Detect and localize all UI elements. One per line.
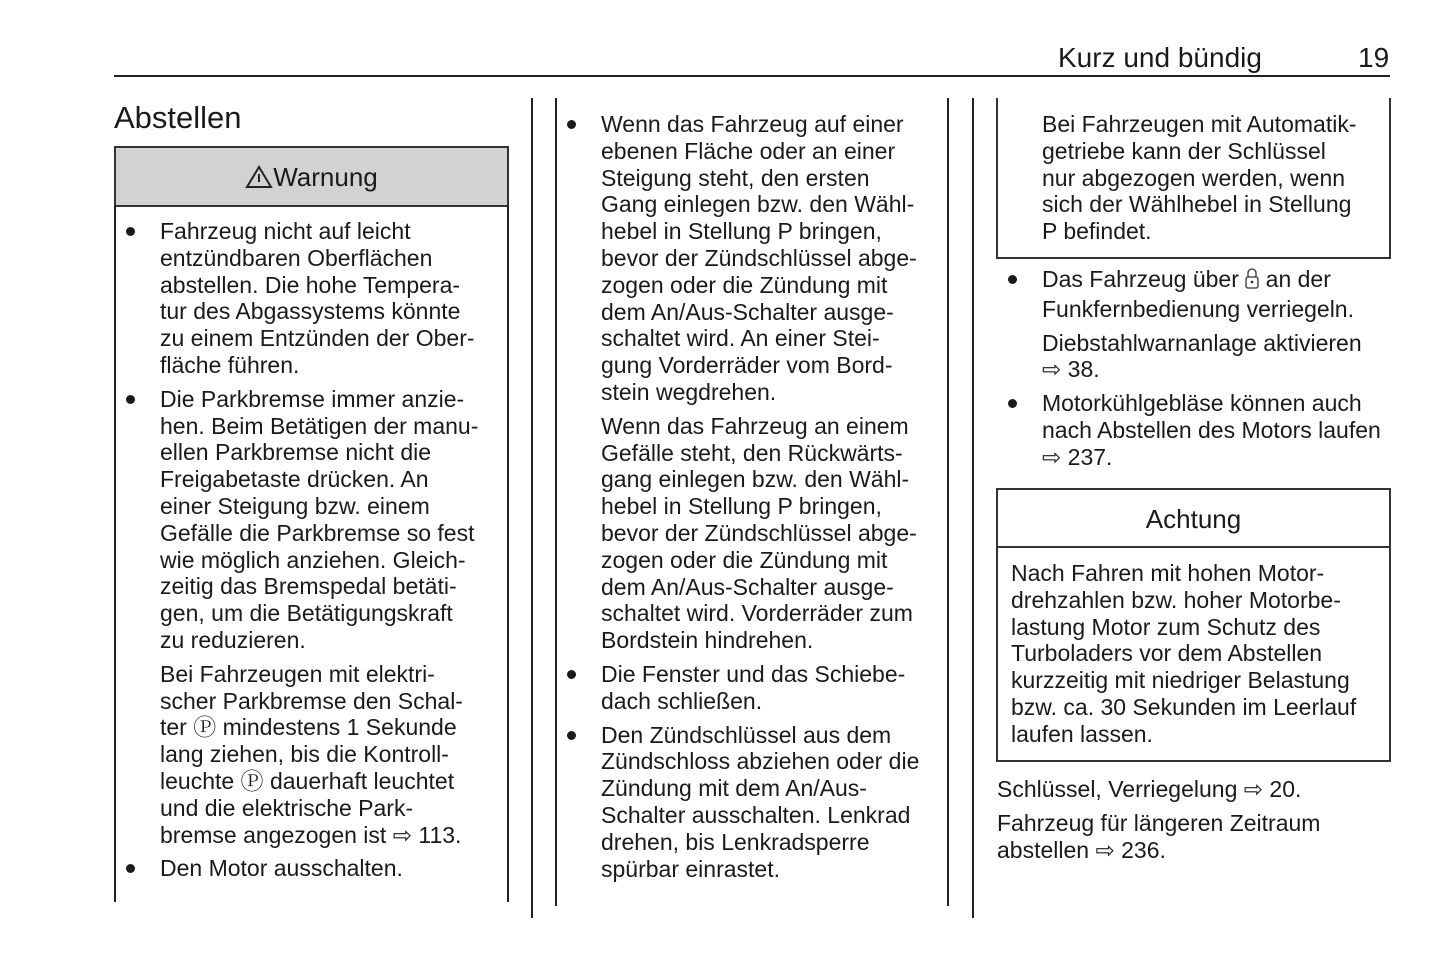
paragraph: Diebstahlwarnanlage aktivieren ⇨ 38. xyxy=(1042,329,1362,383)
warning-box-right-border xyxy=(947,98,949,906)
warning-box-left-border xyxy=(114,205,116,902)
caution-label: Achtung xyxy=(1145,504,1242,534)
reference-link[interactable]: Fahrzeug für längeren Zeitraum abstellen ⇨ 236. xyxy=(997,809,1321,863)
paragraph: Wenn das Fahrzeug an einem Gefälle steht, den Rückwärts- gang einlegen bzw. den Wähl- hebel in Stellung P bringen, bevor der Zündschlüssel abge- zogen oder die Zündung mit dem An/Aus-Schalter ausge- schaltet wird. Vorderräder zum Bordstein hindrehen. xyxy=(601,412,917,654)
lock-icon xyxy=(1245,268,1259,296)
warning-box-left-border xyxy=(555,98,557,906)
bullet-item: Motorkühlgebläse können auch nach Abstellen des Motors laufen ⇨ 237. xyxy=(1042,390,1392,470)
bullet-item: Den Motor ausschalten. xyxy=(160,855,500,882)
column-3 xyxy=(1042,111,1392,478)
text: Das Fahrzeug über xyxy=(1042,265,1239,292)
column-divider xyxy=(972,98,974,918)
page-number: 19 xyxy=(1358,42,1390,73)
column-2 xyxy=(601,111,941,889)
header-rule xyxy=(114,75,1390,77)
warning-label: Warnung xyxy=(273,162,378,192)
warning-header xyxy=(114,146,509,207)
paragraph: Bei Fahrzeugen mit Automatik- getriebe kann der Schlüssel nur abgezogen werden, wenn sich der Wählhebel in Stellung P befindet. xyxy=(1042,111,1357,245)
paragraph: Bei Fahrzeugen mit elektri- scher Parkbremse den Schal- ter Ⓟ mindestens 1 Sekunde lang ziehen, bis die Kontroll- leuchte Ⓟ dauerhaft leuchtet und die elektrische Park- bremse angezogen ist ⇨ 113. xyxy=(160,660,463,848)
bullet-item xyxy=(1042,266,1392,323)
bullet-item: Die Fenster und das Schiebe- dach schließen. xyxy=(601,661,941,715)
bullet-item: Den Zündschlüssel aus dem Zündschloss abziehen oder die Zündung mit dem An/Aus- Schalter ausschalten. Lenkrad drehen, bis Lenkradsperre spürbar einrastet. xyxy=(601,722,941,883)
bullet-item: Fahrzeug nicht auf leicht entzündbaren Oberflächen abstellen. Die hohe Tempera- tur des Abgassystems könnte zu einem Entzünden der Ober- fläche führen. xyxy=(160,218,500,379)
cross-references xyxy=(997,776,1392,870)
column-divider xyxy=(531,98,533,918)
caution-text: Nach Fahren mit hohen Motor- drehzahlen bzw. hoher Motorbe- lastung Motor zum Schutz des Turboladers vor dem Abstellen kurzzeitig mit niedriger Belastung bzw. ca. 30 Sekunden im Leerlauf laufen lassen. xyxy=(1011,560,1357,747)
column-1 xyxy=(160,218,500,889)
reference-link[interactable]: Schlüssel, Verriegelung ⇨ 20. xyxy=(997,776,1302,802)
page-heading: Abstellen xyxy=(114,100,242,135)
bullet-item: Die Parkbremse immer anzie- hen. Beim Betätigen der manu- ellen Parkbremse nicht die Freigabetaste drücken. An einer Steigung bzw. einem Gefälle die Parkbremse so fest wie möglich anziehen. Gleich- zeitig das Bremspedal betäti- gen, um die Betätigungskraft zu reduzieren. xyxy=(160,386,500,654)
warning-box-right-border xyxy=(507,205,509,902)
text: an der Funkfernbedienung verriegeln. xyxy=(1042,265,1354,322)
caution-header xyxy=(996,488,1391,548)
section-title: Kurz und bündig xyxy=(1058,42,1262,73)
bullet-item: Wenn das Fahrzeug auf einer ebenen Fläche oder an einer Steigung steht, den ersten Gang einlegen bzw. den Wähl- hebel in Stellung P bringen, bevor der Zündschlüssel abge- zogen oder die Zündung mit dem An/Aus-Schalter ausge- schaltet wird. An einer Stei- gung Vorderräder vom Bord- stein wegdrehen. xyxy=(601,111,941,406)
warning-triangle-icon xyxy=(245,151,273,209)
